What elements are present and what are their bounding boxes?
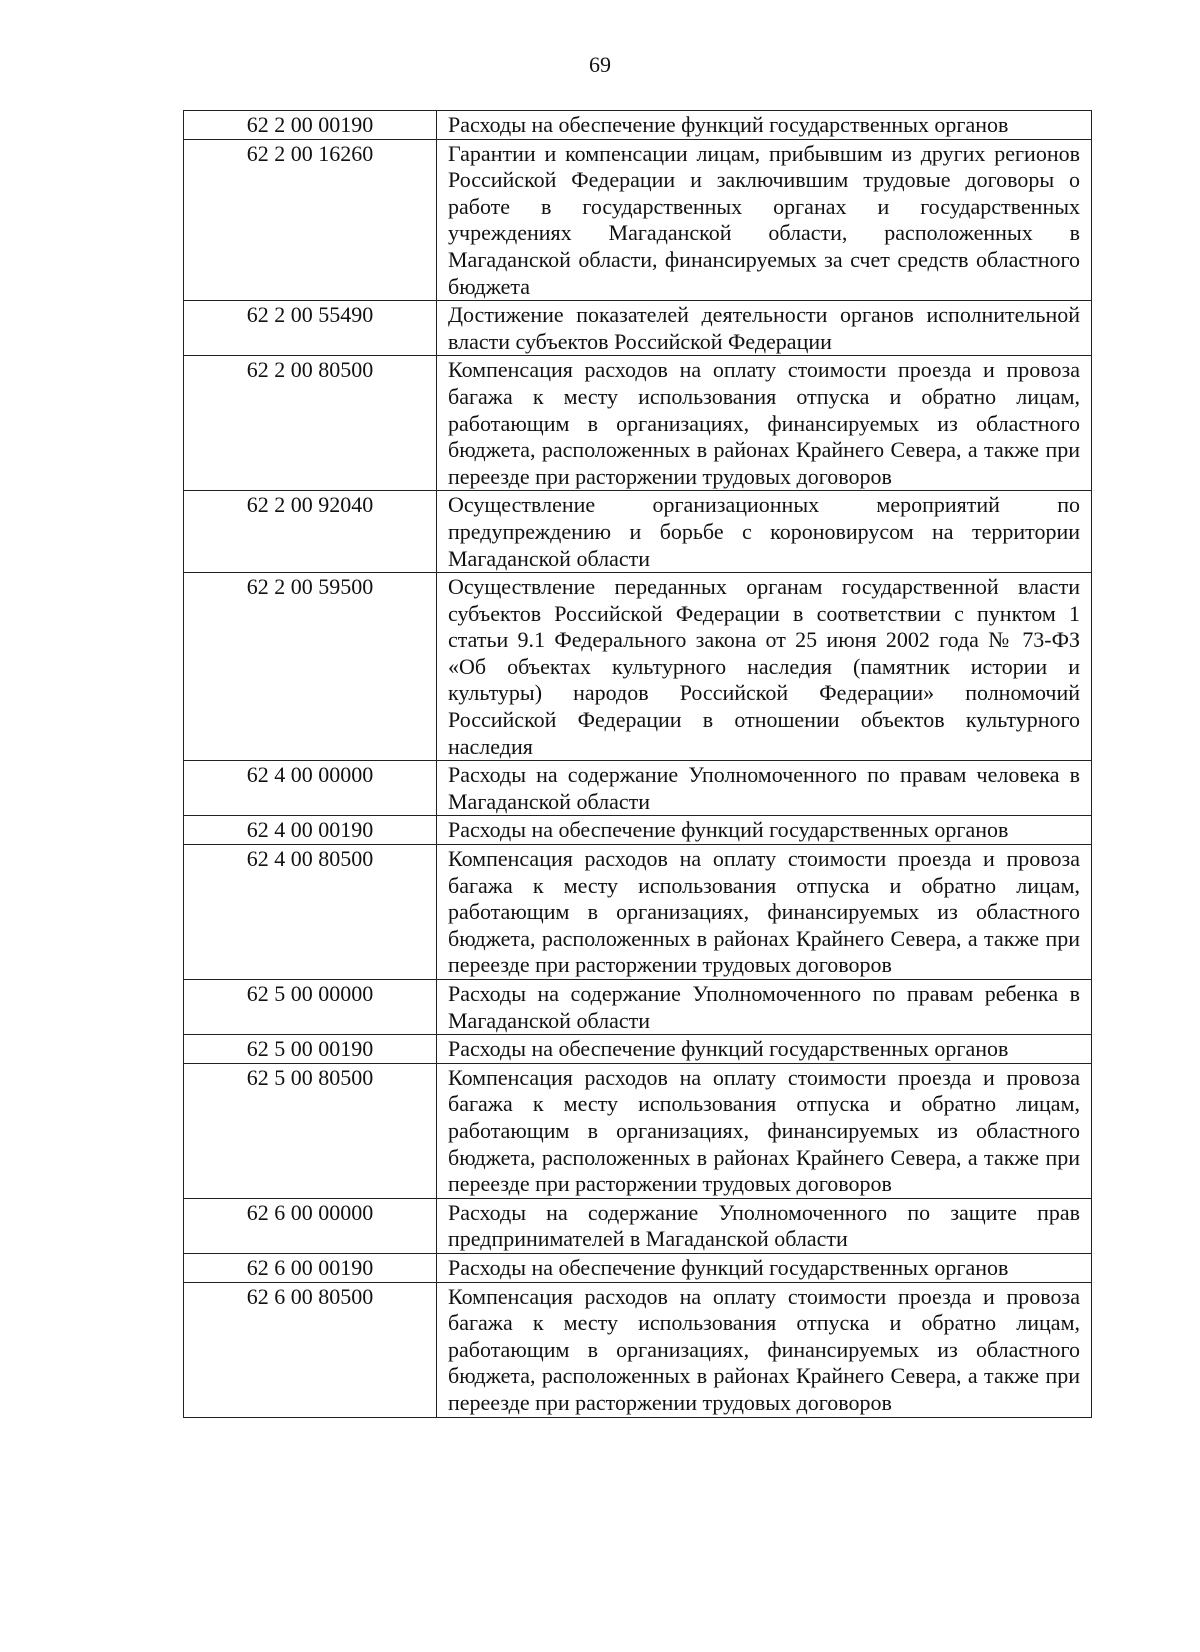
row-description: Осуществление переданных органам государственной власти субъектов Российской Федерации в соответствии с пунктом 1 статьи 9.1 Федерального закона от 25 июня 2002 года № 73-ФЗ «Об объектах культурного наследия (памятник истории и культуры) народов Российской Федерации» полномочий Российской Федерации в отношении объектов культурного наследия [437,573,1092,761]
table-body [184,111,1092,1418]
table-row [184,1253,1092,1282]
row-description: Компенсация расходов на оплату стоимости проезда и провоза багажа к месту использования отпуска и обратно лицам, работающим в организациях, финансируемых из областного бюджета, расположенных в районах Крайнего Севера, а также при переезде при расторжении трудовых договоров [437,356,1092,491]
row-description: Компенсация расходов на оплату стоимости проезда и провоза багажа к месту использования отпуска и обратно лицам, работающим в организациях, финансируемых из областного бюджета, расположенных в районах Крайнего Севера, а также при переезде при расторжении трудовых договоров [437,845,1092,980]
table-row [184,1063,1092,1198]
page-number: 69 [589,52,611,77]
row-code: 62 5 00 00190 [184,1035,437,1064]
table-row [184,111,1092,140]
row-code: 62 5 00 00000 [184,980,437,1035]
row-description: Расходы на содержание Уполномоченного по правам ребенка в Магаданской области [437,980,1092,1035]
table-row [184,980,1092,1035]
row-description: Компенсация расходов на оплату стоимости проезда и провоза багажа к месту использования отпуска и обратно лицам, работающим в организациях, финансируемых из областного бюджета, расположенных в районах Крайнего Севера, а также при переезде при расторжении трудовых договоров [437,1282,1092,1417]
row-code: 62 2 00 59500 [184,573,437,761]
row-description: Расходы на обеспечение функций государственных органов [437,816,1092,845]
row-description: Расходы на обеспечение функций государственных органов [437,111,1092,140]
row-description: Расходы на содержание Уполномоченного по защите прав предпринимателей в Магаданской области [437,1198,1092,1253]
row-description: Расходы на обеспечение функций государственных органов [437,1253,1092,1282]
row-code: 62 4 00 00000 [184,761,437,816]
table-row [184,816,1092,845]
row-code: 62 4 00 00190 [184,816,437,845]
table-row [184,573,1092,761]
row-code: 62 6 00 80500 [184,1282,437,1417]
row-description: Компенсация расходов на оплату стоимости проезда и провоза багажа к месту использования отпуска и обратно лицам, работающим в организациях, финансируемых из областного бюджета, расположенных в районах Крайнего Севера, а также при переезде при расторжении трудовых договоров [437,1063,1092,1198]
row-code: 62 2 00 80500 [184,356,437,491]
row-code: 62 4 00 80500 [184,845,437,980]
row-description: Достижение показателей деятельности органов исполнительной власти субъектов Российской Федерации [437,301,1092,356]
row-code: 62 6 00 00190 [184,1253,437,1282]
table-row [184,1035,1092,1064]
row-code: 62 2 00 92040 [184,491,437,573]
table-row [184,139,1092,301]
row-code: 62 2 00 16260 [184,139,437,301]
row-code: 62 6 00 00000 [184,1198,437,1253]
row-description: Расходы на обеспечение функций государственных органов [437,1035,1092,1064]
row-description: Гарантии и компенсации лицам, прибывшим из других регионов Российской Федерации и заключившим трудовые договоры о работе в государственных органах и государственных учреждениях Магаданской области, расположенных в Магаданской области, финансируемых за счет средств областного бюджета [437,139,1092,301]
table-row [184,356,1092,491]
row-code: 62 5 00 80500 [184,1063,437,1198]
row-description: Расходы на содержание Уполномоченного по правам человека в Магаданской области [437,761,1092,816]
budget-classification-table [183,110,1092,1418]
table-row [184,1198,1092,1253]
table-row [184,301,1092,356]
row-description: Осуществление организационных мероприятий по предупреждению и борьбе с короновирусом на территории Магаданской области [437,491,1092,573]
row-code: 62 2 00 55490 [184,301,437,356]
table-row [184,1282,1092,1417]
table-row [184,491,1092,573]
row-code: 62 2 00 00190 [184,111,437,140]
table-row [184,845,1092,980]
table-row [184,761,1092,816]
